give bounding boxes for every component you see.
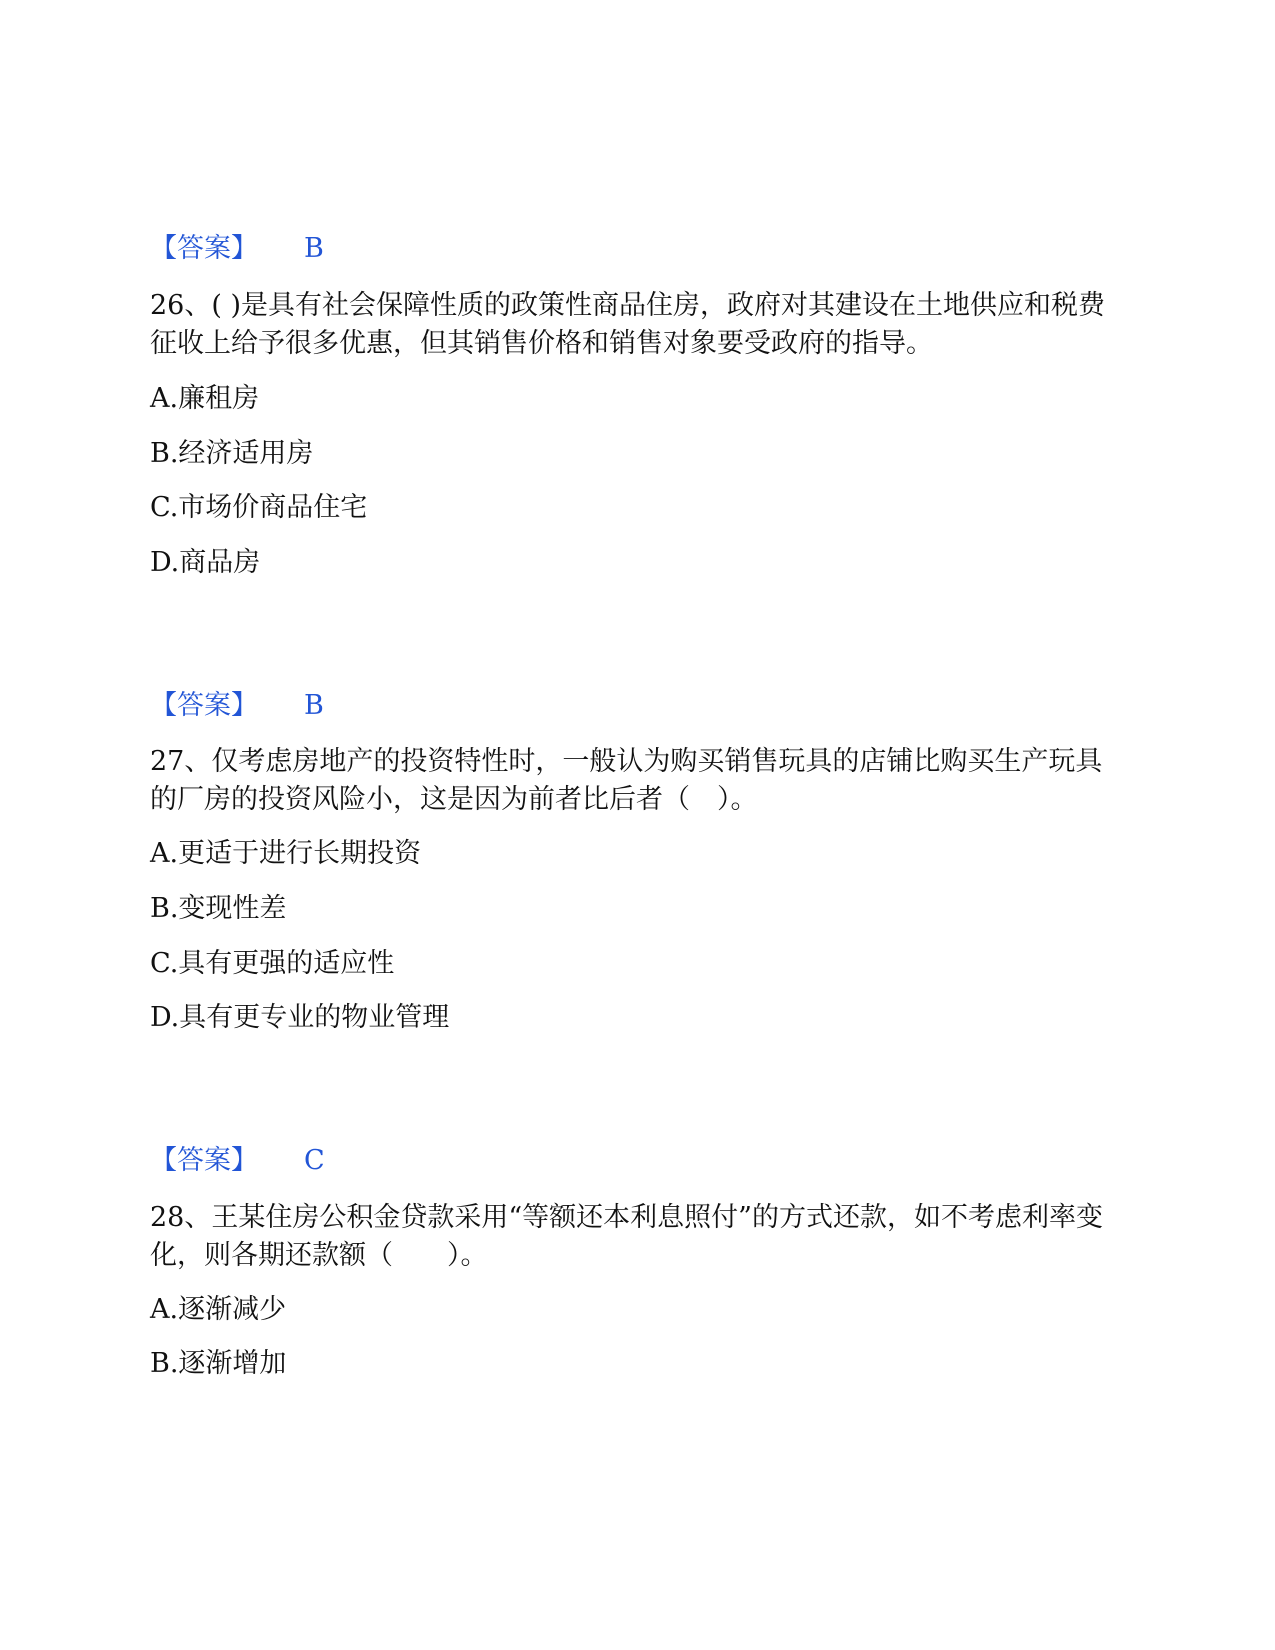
- q28-option-b: B.逐渐增加: [150, 1348, 287, 1379]
- question-26: 26、( )是具有社会保障性质的政策性商品住房，政府对其建设在土地供应和税费征收上给予很多优惠，但其销售价格和销售对象要受政府的指导。: [150, 290, 1106, 359]
- q26-option-d: D.商品房: [150, 547, 261, 578]
- question-28: 28、王某住房公积金贷款采用“等额还本利息照付”的方式还款，如不考虑利率变化，则各期还款额（ ）。: [150, 1202, 1103, 1271]
- q27-option-c: C.具有更强的适应性: [150, 948, 395, 979]
- answer-tag: 【答案】: [150, 1145, 258, 1176]
- answer-value: B: [304, 690, 324, 721]
- answer-line-2: [150, 689, 324, 723]
- q28-option-a: A.逐渐减少: [150, 1294, 287, 1325]
- question-27: 27、仅考虑房地产的投资特性时，一般认为购买销售玩具的店铺比购买生产玩具的厂房的投资风险小，这是因为前者比后者（ ）。: [150, 746, 1103, 815]
- q26-option-b: B.经济适用房: [150, 438, 314, 469]
- q27-option-d: D.具有更专业的物业管理: [150, 1002, 450, 1033]
- answer-tag: 【答案】: [150, 233, 258, 264]
- q26-option-c: C.市场价商品住宅: [150, 492, 368, 523]
- q27-option-a: A.更适于进行长期投资: [150, 838, 422, 869]
- answer-value: C: [304, 1145, 325, 1176]
- answer-line-3: [150, 1144, 325, 1178]
- q26-option-a: A.廉租房: [150, 383, 260, 414]
- answer-tag: 【答案】: [150, 690, 258, 721]
- answer-value: B: [304, 233, 324, 264]
- answer-line-1: [150, 232, 324, 266]
- q27-option-b: B.变现性差: [150, 893, 287, 924]
